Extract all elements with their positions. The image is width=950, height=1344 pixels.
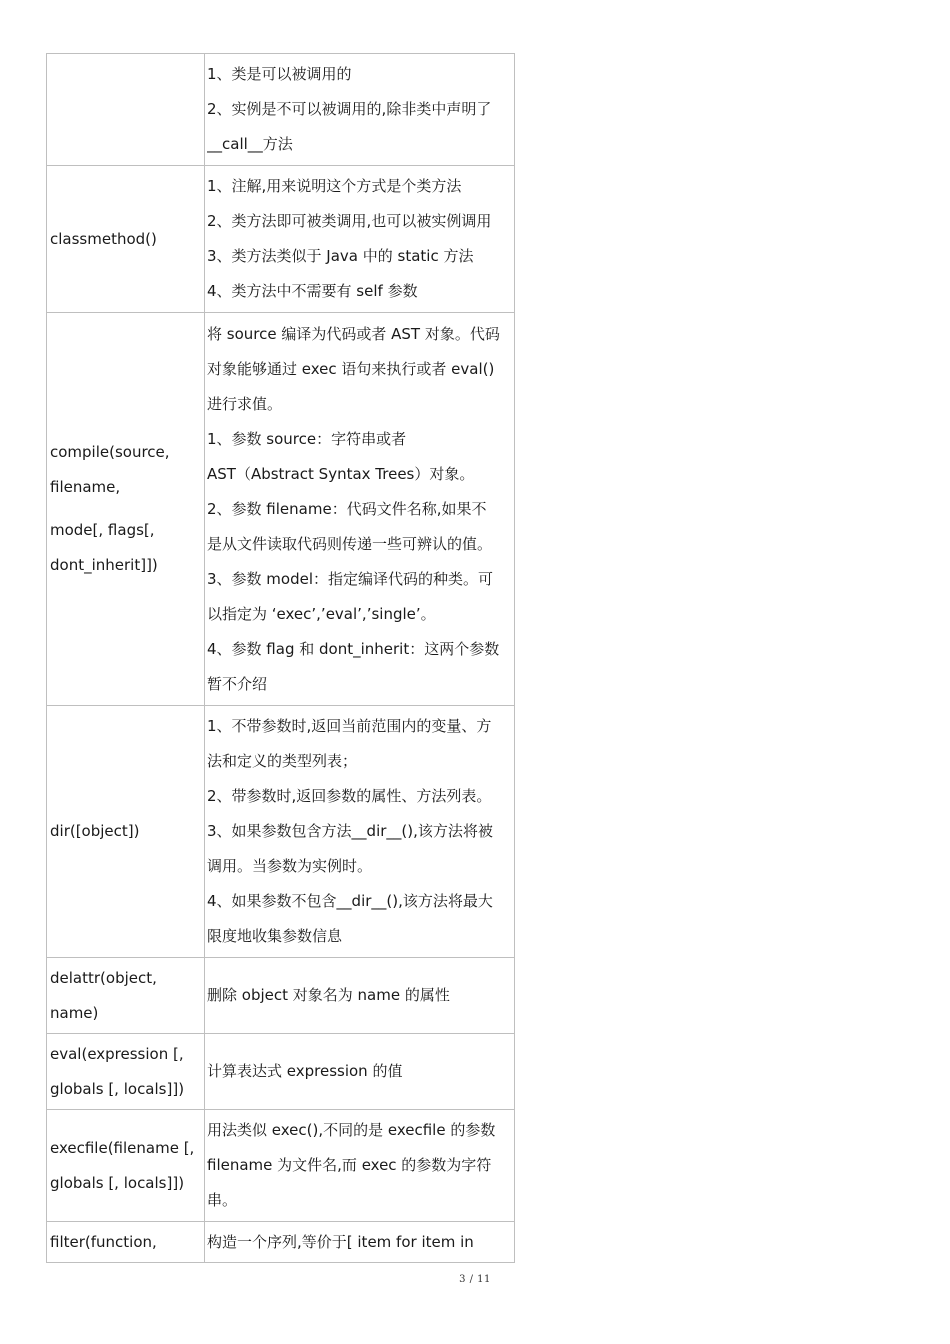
function-description-cell — [205, 1222, 515, 1263]
page-number: 3 / 11 — [459, 1274, 491, 1285]
builtin-functions-table — [46, 53, 515, 1263]
function-name-cell — [47, 313, 205, 706]
function-description-cell — [205, 706, 515, 958]
description-line: filename 为文件名,而 exec 的参数为字符 — [207, 1156, 492, 1174]
table-row — [47, 166, 515, 313]
function-name-cell — [47, 1110, 205, 1222]
description-line: 构造一个序列,等价于[ item for item in — [207, 1232, 474, 1251]
description-line: 法和定义的类型列表； — [207, 752, 358, 770]
function-description-cell — [205, 1110, 515, 1222]
description-line: 用法类似 exec(),不同的是 execfile 的参数 — [207, 1121, 496, 1139]
description-line: 将 source 编译为代码或者 AST 对象。代码 — [207, 324, 500, 343]
description-line: 1、参数 source：字符串或者 — [207, 429, 407, 448]
function-name-cell — [47, 958, 205, 1034]
function-name-line: classmethod() — [50, 229, 157, 248]
description-line: 2、实例是不可以被调用的,除非类中声明了 — [207, 100, 492, 118]
description-line: 进行求值。 — [207, 394, 283, 413]
description-line: 3、类方法类似于 Java 中的 static 方法 — [207, 247, 474, 265]
function-name-line: dont_inherit]]) — [50, 556, 158, 574]
description-line: 2、类方法即可被类调用,也可以被实例调用 — [207, 212, 492, 230]
table-row — [47, 313, 515, 706]
table-row — [47, 706, 515, 958]
function-name-line: filter(function, — [50, 1232, 157, 1251]
function-name-cell — [47, 54, 205, 166]
description-line: 4、如果参数不包含__dir__(),该方法将最大 — [207, 892, 493, 910]
table-row — [47, 54, 515, 166]
description-line: 对象能够通过 exec 语句来执行或者 eval() — [207, 359, 495, 378]
description-line: 1、不带参数时,返回当前范围内的变量、方 — [207, 717, 492, 735]
function-description-cell — [205, 54, 515, 166]
table-row — [47, 958, 515, 1034]
function-name-line: name) — [50, 1003, 99, 1022]
description-line: 2、带参数时,返回参数的属性、方法列表。 — [207, 787, 492, 805]
function-name-line: eval(expression [, — [50, 1044, 184, 1063]
function-name-line: mode[, flags[, — [50, 521, 155, 539]
description-line: 计算表达式 expression 的值 — [207, 1062, 403, 1080]
table-row — [47, 1110, 515, 1222]
function-name-line: globals [, locals]]) — [50, 1173, 185, 1192]
description-line: 3、参数 model：指定编译代码的种类。可 — [207, 569, 494, 588]
description-line: 4、类方法中不需要有 self 参数 — [207, 282, 418, 300]
function-name-cell — [47, 1034, 205, 1110]
function-name-line: compile(source, — [50, 443, 170, 461]
description-line: 以指定为 ‘exec’,’eval’,’single’。 — [207, 604, 436, 623]
description-line: 4、参数 flag 和 dont_inherit：这两个参数 — [207, 639, 500, 658]
function-name-cell — [47, 1222, 205, 1263]
description-line: 3、如果参数包含方法__dir__(),该方法将被 — [207, 822, 493, 840]
function-description-cell — [205, 1034, 515, 1110]
description-line: 1、注解,用来说明这个方式是个类方法 — [207, 177, 462, 195]
description-line: 暂不介绍 — [207, 674, 268, 693]
description-line: AST（Abstract Syntax Trees）对象。 — [207, 464, 475, 483]
function-name-line: globals [, locals]]) — [50, 1079, 185, 1098]
description-line: 串。 — [207, 1191, 238, 1209]
function-name-line: delattr(object, — [50, 968, 157, 987]
function-name-line: execfile(filename [, — [50, 1138, 195, 1157]
function-name-line: dir([object]) — [50, 822, 140, 840]
description-line: __call__方法 — [207, 135, 293, 153]
description-line: 限度地收集参数信息 — [207, 927, 343, 945]
description-line: 是从文件读取代码则传递一些可辨认的值。 — [207, 534, 493, 553]
function-name-cell — [47, 706, 205, 958]
description-line: 2、参数 filename：代码文件名称,如果不 — [207, 499, 487, 518]
function-name-line: filename, — [50, 478, 121, 496]
table-row — [47, 1034, 515, 1110]
function-description-cell — [205, 166, 515, 313]
description-line: 1、类是可以被调用的 — [207, 65, 352, 83]
table-row — [47, 1222, 515, 1263]
function-description-cell — [205, 958, 515, 1034]
description-line: 删除 object 对象名为 name 的属性 — [207, 986, 450, 1004]
description-line: 调用。当参数为实例时。 — [207, 857, 373, 875]
function-name-cell — [47, 166, 205, 313]
function-description-cell — [205, 313, 515, 706]
